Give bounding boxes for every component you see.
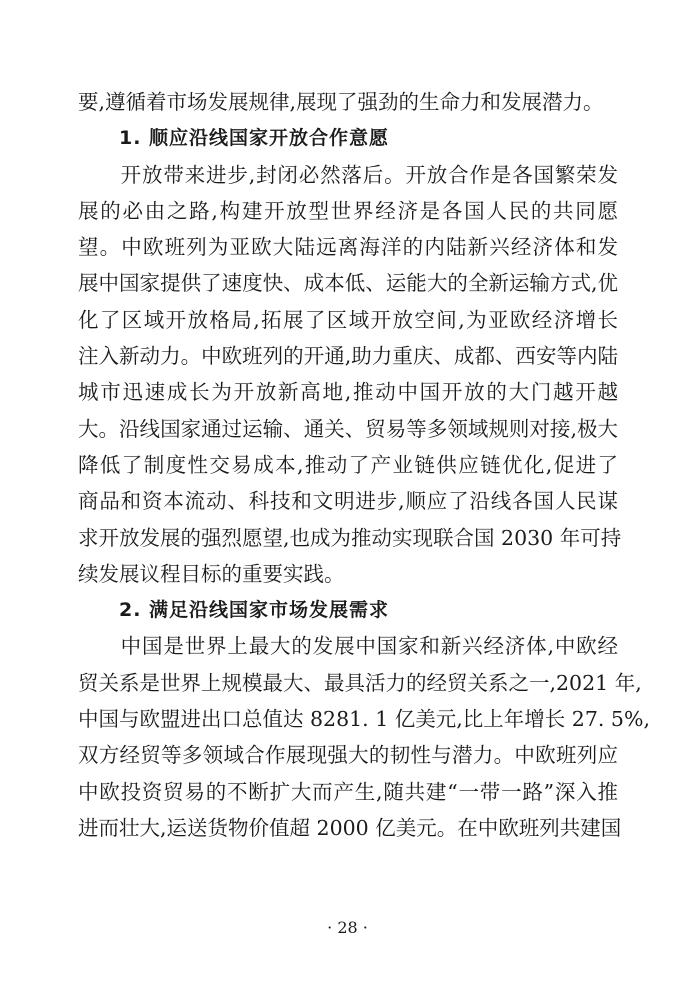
body-line: 要,遵循着市场发展规律,展现了强劲的生命力和发展潜力。 xyxy=(78,90,604,114)
body-line: 注入新动力。中欧班列的开通,助力重庆、成都、西安等内陆 xyxy=(78,344,618,369)
body-line: 降低了制度性交易成本,推动了产业链供应链优化,促进了 xyxy=(78,452,618,477)
body-line: 中欧投资贸易的不断扩大而产生,随共建“一带一路”深入推 xyxy=(78,779,618,804)
body-line: 中国是世界上最大的发展中国家和新兴经济体,中欧经 xyxy=(78,634,618,659)
body-line: 开放带来进步,封闭必然落后。开放合作是各国繁荣发 xyxy=(78,162,618,187)
page-number: · 28 · xyxy=(327,918,368,937)
body-line: 展中国家提供了速度快、成本低、运能大的全新运输方式,优 xyxy=(78,271,618,296)
body-line: 求开放发展的强烈愿望,也成为推动实现联合国 2030 年可持 xyxy=(78,525,622,550)
body-line: 大。沿线国家通过运输、通关、贸易等多领域规则对接,极大 xyxy=(78,416,618,441)
body-line: 展的必由之路,构建开放型世界经济是各国人民的共同愿 xyxy=(78,198,618,223)
document-page xyxy=(78,84,650,846)
body-line: 双方经贸等多领域合作展现强大的韧性与潜力。中欧班列应 xyxy=(78,743,618,768)
body-line: 中国与欧盟进出口总值达 8281. 1 亿美元,比上年增长 27. 5%, xyxy=(78,707,650,732)
body-line: 化了区域开放格局,拓展了区域开放空间,为亚欧经济增长 xyxy=(78,307,618,332)
body-line: 贸关系是世界上规模最大、最具活力的经贸关系之一,2021 年, xyxy=(78,670,642,695)
section-heading-1: 1. 顺应沿线国家开放合作意愿 xyxy=(119,127,390,150)
body-line: 进而壮大,运送货物价值超 2000 亿美元。在中欧班列共建国 xyxy=(78,815,622,840)
body-line: 商品和资本流动、科技和文明进步,顺应了沿线各国人民谋 xyxy=(78,489,618,514)
body-line: 望。中欧班列为亚欧大陆远离海洋的内陆新兴经济体和发 xyxy=(78,235,618,260)
body-line: 续发展议程目标的重要实践。 xyxy=(78,561,345,586)
body-line: 城市迅速成长为开放新高地,推动中国开放的大门越开越 xyxy=(78,380,618,405)
section-heading-2: 2. 满足沿线国家市场发展需求 xyxy=(119,599,390,622)
